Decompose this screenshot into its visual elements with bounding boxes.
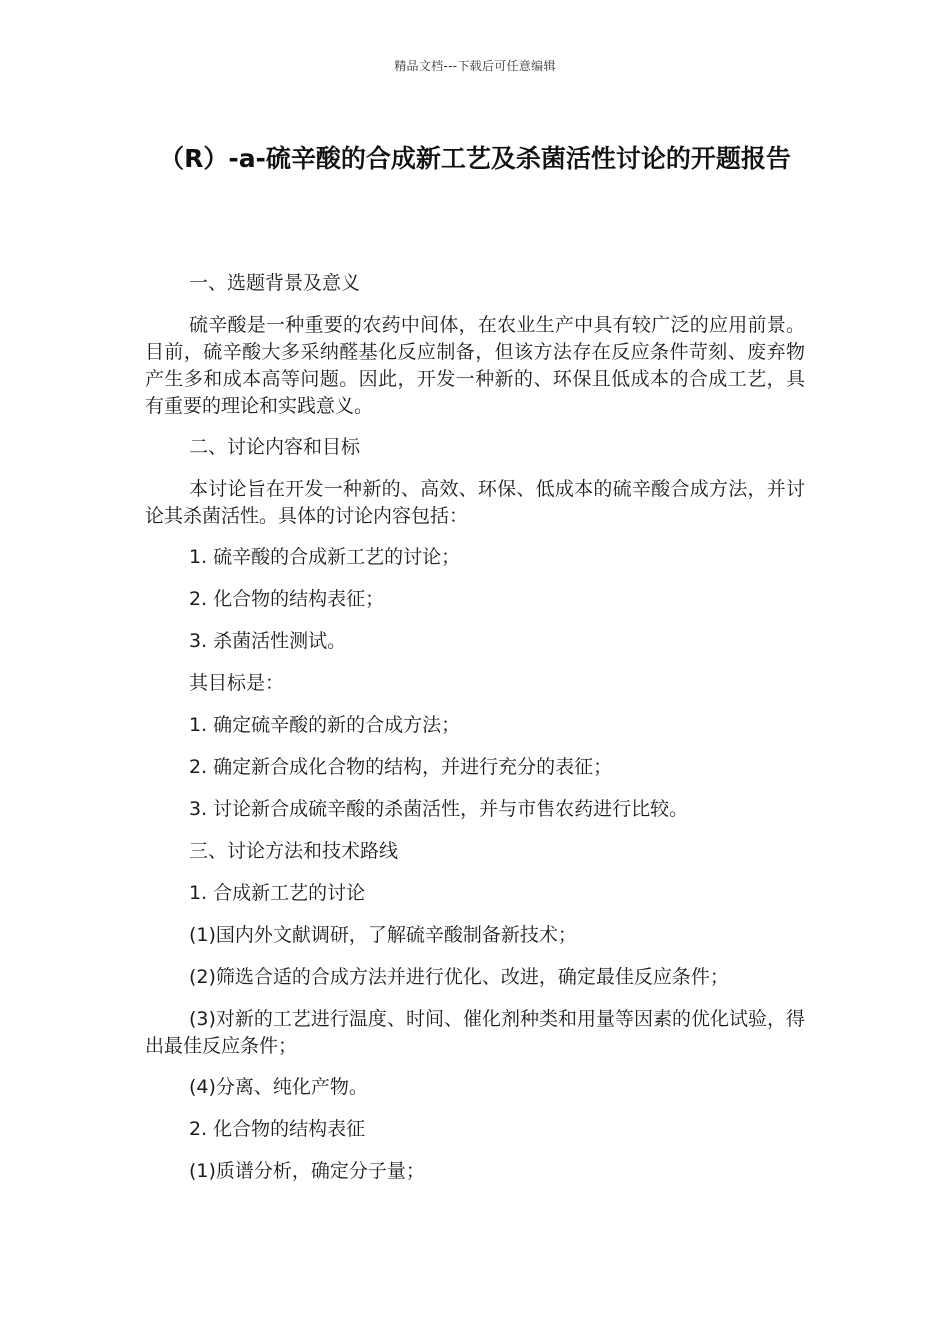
document-title: （R）-a-硫辛酸的合成新工艺及杀菌活性讨论的开题报告 <box>159 144 791 173</box>
list-item-method-3: (3)对新的工艺进行温度、时间、催化剂种类和用量等因素的优化试验，得出最佳反应条件； <box>145 1008 805 1057</box>
list-item-characterization-1: (1)质谱分析，确定分子量； <box>189 1160 425 1182</box>
list-item-method-2: (2)筛选合适的合成方法并进行优化、改进，确定最佳反应条件； <box>189 966 729 988</box>
list-item-goal-1: 1. 确定硫辛酸的新的合成方法； <box>189 714 461 736</box>
list-item-goal-3: 3. 讨论新合成硫辛酸的杀菌活性，并与市售农药进行比较。 <box>189 798 689 820</box>
section-heading-content-goals: 二、讨论内容和目标 <box>189 436 361 458</box>
list-item-method-4: (4)分离、纯化产物。 <box>189 1076 368 1098</box>
document-body <box>145 270 805 1200</box>
subheading-characterization: 2. 化合物的结构表征 <box>189 1118 366 1140</box>
list-item-content-2: 2. 化合物的结构表征； <box>189 588 385 610</box>
section-heading-methods: 三、讨论方法和技术路线 <box>189 840 399 862</box>
list-item-goal-2: 2. 确定新合成化合物的结构，并进行充分的表征； <box>189 756 613 778</box>
list-item-method-1: (1)国内外文献调研，了解硫辛酸制备新技术； <box>189 924 577 946</box>
goals-label: 其目标是： <box>189 672 285 694</box>
paragraph-background: 硫辛酸是一种重要的农药中间体，在农业生产中具有较广泛的应用前景。目前，硫辛酸大多采纳醛基化反应制备，但该方法存在反应条件苛刻、废弃物产生多和成本高等问题。因此，开发一种新的、环保且低成本的合成工艺，具有重要的理论和实践意义。 <box>145 314 805 417</box>
section-heading-background: 一、选题背景及意义 <box>189 272 361 294</box>
page-header-note: 精品文档---下载后可任意编辑 <box>394 59 556 73</box>
paragraph-research-aim: 本讨论旨在开发一种新的、高效、环保、低成本的硫辛酸合成方法，并讨论其杀菌活性。具体的讨论内容包括： <box>145 478 805 527</box>
list-item-content-3: 3. 杀菌活性测试。 <box>189 630 347 652</box>
subheading-synthesis: 1. 合成新工艺的讨论 <box>189 882 366 904</box>
list-item-content-1: 1. 硫辛酸的合成新工艺的讨论； <box>189 546 461 568</box>
